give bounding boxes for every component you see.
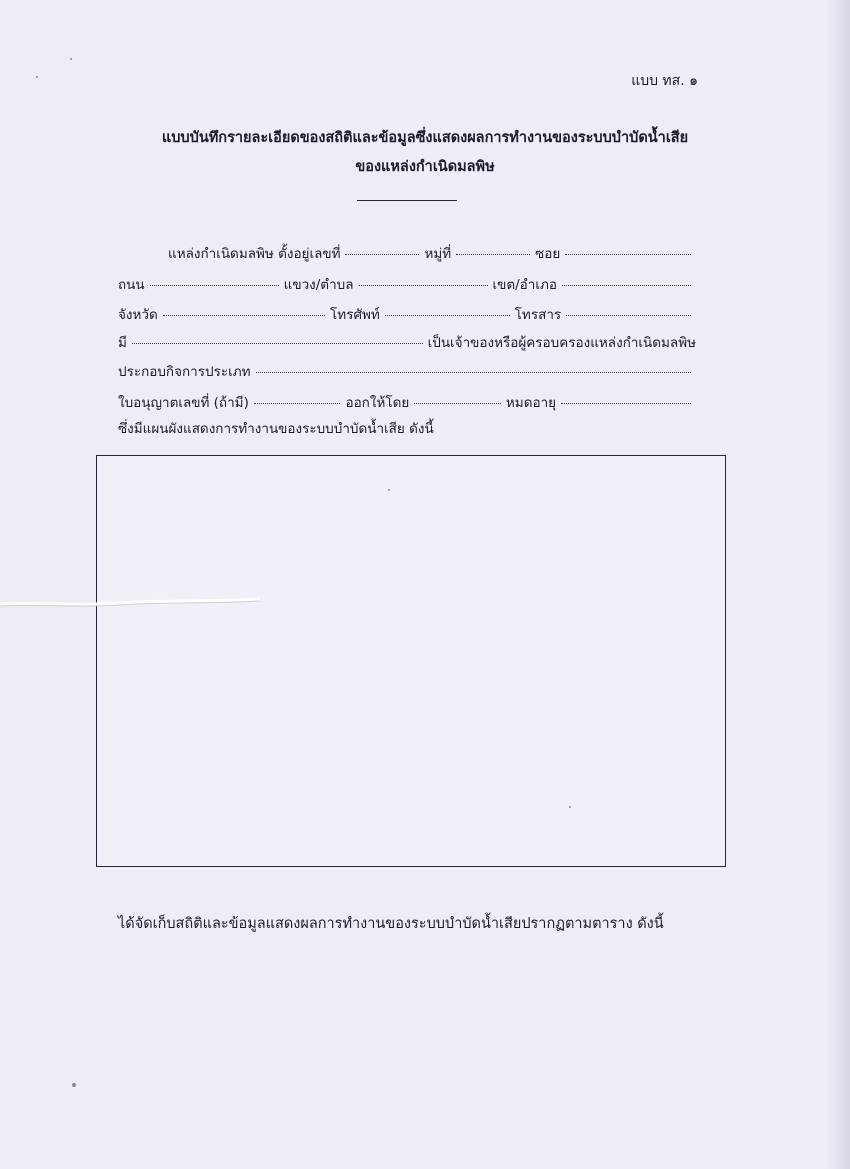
- owner-row: [118, 331, 696, 353]
- road-row: [118, 273, 696, 295]
- province-row: [118, 303, 696, 325]
- fax-field[interactable]: [566, 315, 691, 316]
- soi-label: ซอย: [535, 246, 561, 262]
- business-type-field[interactable]: [256, 372, 692, 373]
- road-label: ถนน: [118, 277, 145, 293]
- province-field[interactable]: [163, 315, 325, 316]
- scan-speck: [388, 489, 390, 491]
- district-field[interactable]: [562, 285, 691, 286]
- license-no-label: ใบอนุญาตเลขที่ (ถ้ามี): [118, 395, 249, 411]
- scan-speck: [569, 806, 571, 808]
- license-row: [118, 391, 696, 413]
- house-number-field[interactable]: [345, 254, 419, 255]
- title-underline: [357, 200, 457, 201]
- subdistrict-label: แขวง/ตำบล: [283, 277, 354, 293]
- issued-by-field[interactable]: [414, 403, 501, 404]
- expiry-field[interactable]: [561, 403, 691, 404]
- address-row: [168, 242, 696, 264]
- expiry-label: หมดอายุ: [505, 395, 557, 411]
- phone-label: โทรศัพท์: [330, 307, 380, 323]
- village-no-field[interactable]: [456, 254, 530, 255]
- road-field[interactable]: [150, 285, 279, 286]
- scan-speck: [70, 58, 72, 60]
- business-type-label: ประกอบกิจการประเภท: [118, 364, 251, 380]
- subdistrict-field[interactable]: [359, 285, 488, 286]
- phone-field[interactable]: [385, 315, 510, 316]
- form-title-line1: แบบบันทึกรายละเอียดของสถิติและข้อมูลซึ่งแสดงผลการทำงานของระบบบำบัดน้ำเสีย: [161, 130, 689, 146]
- diagram-box[interactable]: [96, 455, 726, 867]
- issued-by-label: ออกให้โดย: [345, 395, 410, 411]
- district-label: เขต/อำเภอ: [492, 277, 557, 293]
- soi-field[interactable]: [565, 254, 691, 255]
- business-type-row: [118, 360, 696, 382]
- has-label: มี: [118, 335, 127, 351]
- owner-name-field[interactable]: [132, 343, 423, 344]
- province-label: จังหวัด: [118, 307, 158, 323]
- footer-text: ได้จัดเก็บสถิติและข้อมูลแสดงผลการทำงานของระบบบำบัดน้ำเสียปรากฏตามตาราง ดังนี้: [118, 916, 664, 932]
- form-title-line2: ของแหล่งกำเนิดมลพิษ: [355, 159, 495, 175]
- paper-crease: [0, 596, 260, 610]
- scan-speck: [72, 1083, 76, 1087]
- scan-speck: [36, 76, 38, 78]
- village-no-label: หมู่ที่: [424, 246, 452, 262]
- diagram-intro: ซึ่งมีแผนผังแสดงการทำงานของระบบบำบัดน้ำเสีย ดังนี้: [118, 421, 434, 437]
- fax-label: โทรสาร: [514, 307, 562, 323]
- license-no-field[interactable]: [254, 403, 341, 404]
- source-address-label: แหล่งกำเนิดมลพิษ ตั้งอยู่เลขที่: [168, 246, 341, 262]
- owner-text: เป็นเจ้าของหรือผู้ครอบครองแหล่งกำเนิดมลพิษ: [427, 335, 696, 351]
- form-code: แบบ ทส. ๑: [631, 73, 698, 89]
